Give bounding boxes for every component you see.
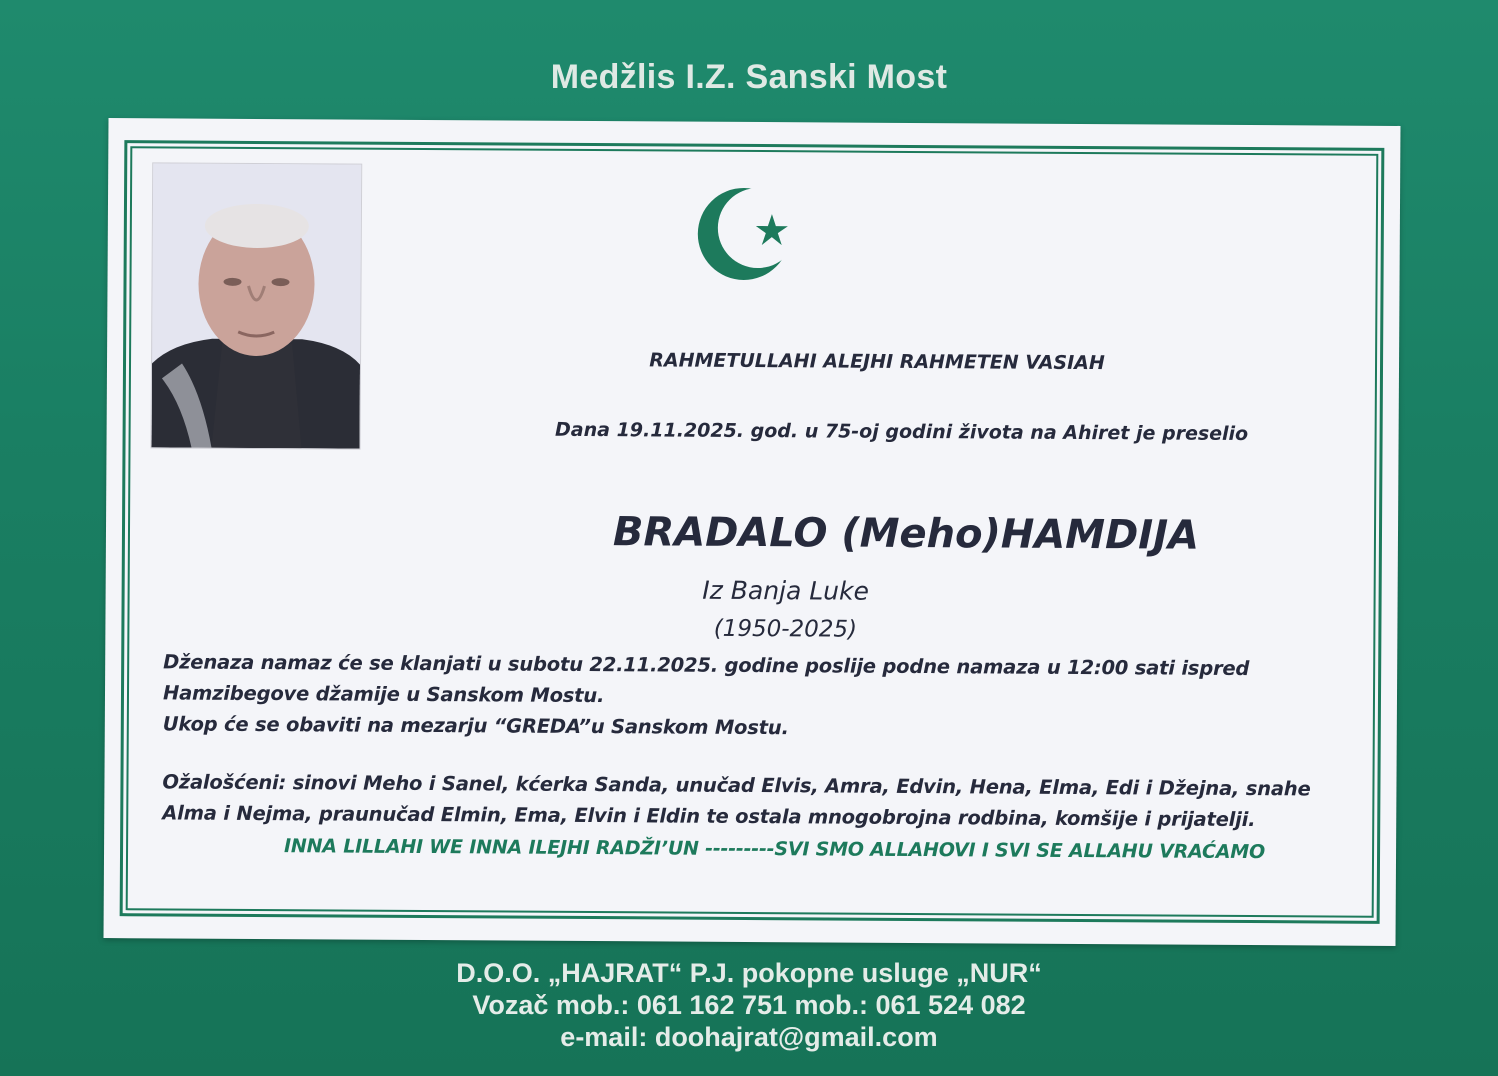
- closing-prayer: INNA LILLAHI WE INNA ILEJHI RADŽI’UN ---------SVI SMO ALLAHOVI I SVI SE ALLAHU VRAĆAMO: [284, 835, 1266, 864]
- footer-email: e-mail: doohajrat@gmail.com: [560, 1022, 938, 1052]
- origin-text: Iz Banja Luke: [702, 575, 870, 606]
- crescent-star-icon: [687, 174, 808, 295]
- funeral-details: [163, 646, 1344, 746]
- footer-phones: Vozač mob.: 061 162 751 mob.: 061 524 082: [472, 990, 1026, 1020]
- life-years: (1950-2025): [713, 615, 858, 643]
- deceased-name: BRADALO (Meho)HAMDIJA: [612, 509, 1200, 559]
- footer-company: D.O.O. „HAJRAT“ P.J. pokopne usluge „NUR“: [456, 958, 1042, 988]
- date-of-death-line: Dana 19.11.2025. god. u 75-oj godini života na Ahiret je preselio: [555, 418, 1249, 446]
- mourners-line: Ožalošćeni: sinovi Meho i Sanel, kćerka Sanda, unučad Elvis, Amra, Edvin, Hena, Elma, Edi i Džejna, snahe: [162, 770, 1311, 801]
- funeral-line: Hamzibegove džamije u Sanskom Mostu.: [162, 681, 605, 708]
- obituary-notice: [104, 118, 1401, 946]
- mourners-list: [162, 766, 1342, 835]
- mourners-line: Alma i Nejma, praunučad Elmin, Ema, Elvin i Eldin te ostala mnogobrojna rodbina, komšije i prijatelji.: [162, 801, 1256, 832]
- blessing-text: RAHMETULLAHI ALEJHI RAHMETEN VASIAH: [649, 349, 1105, 375]
- organization-title: Medžlis I.Z. Sanski Most: [550, 58, 948, 96]
- funeral-line: Ukop će se obaviti na mezarju “GREDA”u Sanskom Mostu.: [162, 712, 789, 740]
- funeral-line: Dženaza namaz će se klanjati u subotu 22.11.2025. godine poslije podne namaza u 12:00 sati ispred: [163, 650, 1250, 681]
- portrait-photo: [150, 162, 362, 449]
